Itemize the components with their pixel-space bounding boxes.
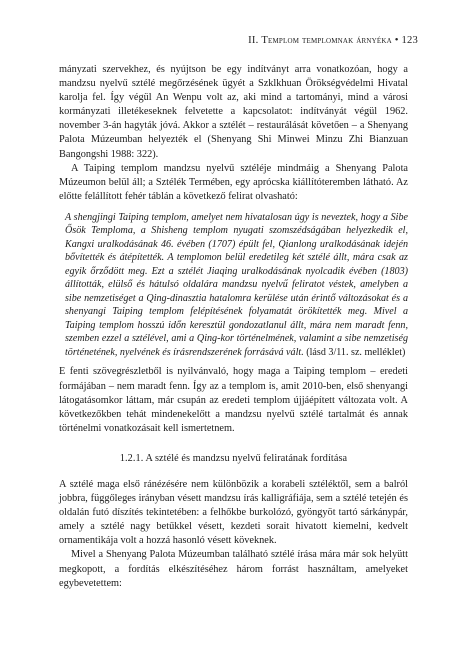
quote-reference: (lásd 3/11. sz. melléklet) [306,346,406,358]
running-header [248,35,418,46]
chapter-title: Templom templomnak árnyéka [261,35,392,46]
paragraph-4: A sztélé maga első ránézésére nem különbözik a korabeli sztéléktől, sem a balról jobbra, függőleges irányban vésett mandzsu írás kalligráfiája, sem a sztélé tetején és oldalán futó díszítés tekintetében: a felhőkbe burkolózó, gyöngyöt tartó sárkánypár, amely a sztélé nagy betűkkel vésett, kezdeti sorait hivatott kiemelni, kedvelt ornamentikája volt a hozzá hasonló vésett köveknek. [59,479,408,547]
header-bullet: • [394,35,399,46]
paragraph-1: mányzati szervekhez, és nyújtson be egy indítványt arra vonatkozóan, hogy a mandzsu nyelvű sztélé megőrzésének ügyét a Szklkhuan Örökségvédelmi Hivatal karolja fel. Így végül An Wenpu volt az, aki mind a tartományi, mind a városi kormányzati illetékeseknek felvetette a kapcsolatot: indítványát végül 1962. november 3-án hagyták jóvá. Akkor a sztélét – restaurálását követően – a Shenyang Palota Múzeumban helyezték el (Shenyang Shi Minwei Minzu Zhi Bianzuan Bangongshi 1988: 322). [59,64,408,160]
paragraph-5: Mivel a Shenyang Palota Múzeumban található sztélé írása mára már sok helyütt megkopott, a fordítás elkészítéséhez három forrást használtam, amelyeket egybevetettem: [59,549,408,589]
block-quote [65,211,408,360]
quote-text: A shengjingi Taiping templom, amelyet nem hivatalosan úgy is neveztek, hogy a Sibe Ősök Temploma, a Shisheng templom nyugati szomszédságában helyezkedik el, Kangxi uralkodásának 46. évében (1707) épült fel, Qianlong uralkodásának idején bővítették és átépítették. A templomon belül eredetileg két sztélé állt, mára csak az egyik őrződött meg. Ezt a sztélét Jiaqing uralkodásának nyolcadik évében (1803) állították, elülső és hátulsó oldalára mandzsu nyelvű feliratot véstek, amelyben a sibe nemzetiséget a Qing-dinasztia hatalomra kerülése után érintő változásokat és a shenyangi Taiping templom felépítésének folyamatát örökítették meg. Mivel a Taiping templom hosszú időn keresztül gondozatlanul állt, mára nem maradt fenn, szemben ezzel a sztélével, ami a Qing-kor történelmének, valamint a sibe nemzetiség történetének, nyelvének és írásrendszerének forrásává vált. [65,211,408,358]
page-body [59,63,408,591]
paragraph-3: E fenti szövegrészletből is nyilvánvaló, hogy maga a Taiping templom – eredeti formájában – nem maradt fenn. Így az a templom is, amit 2010-ben, első shenyangi látogatásomkor láttam, már csupán az eredeti templom újjáépített változata volt. A következőkben tehát mindenekelőtt a mandzsu nyelvű sztélé tartalmát és annak történelmi vonatkozásait kell ismertetnem. [59,366,408,434]
section-heading: 1.2.1. A sztélé és mandzsu nyelvű feliratának fordítása [119,452,348,464]
chapter-number: II. [248,35,259,46]
paragraph-2: A Taiping templom mandzsu nyelvű sztéléje mindmáig a Shenyang Palota Múzeumon belül áll; a Sztélék Termében, egy aprócska kiállítóteremben látható. Az előtte felállított fehér táblán a következő felirat olvasható: [59,162,408,202]
page-number: 123 [401,35,418,46]
